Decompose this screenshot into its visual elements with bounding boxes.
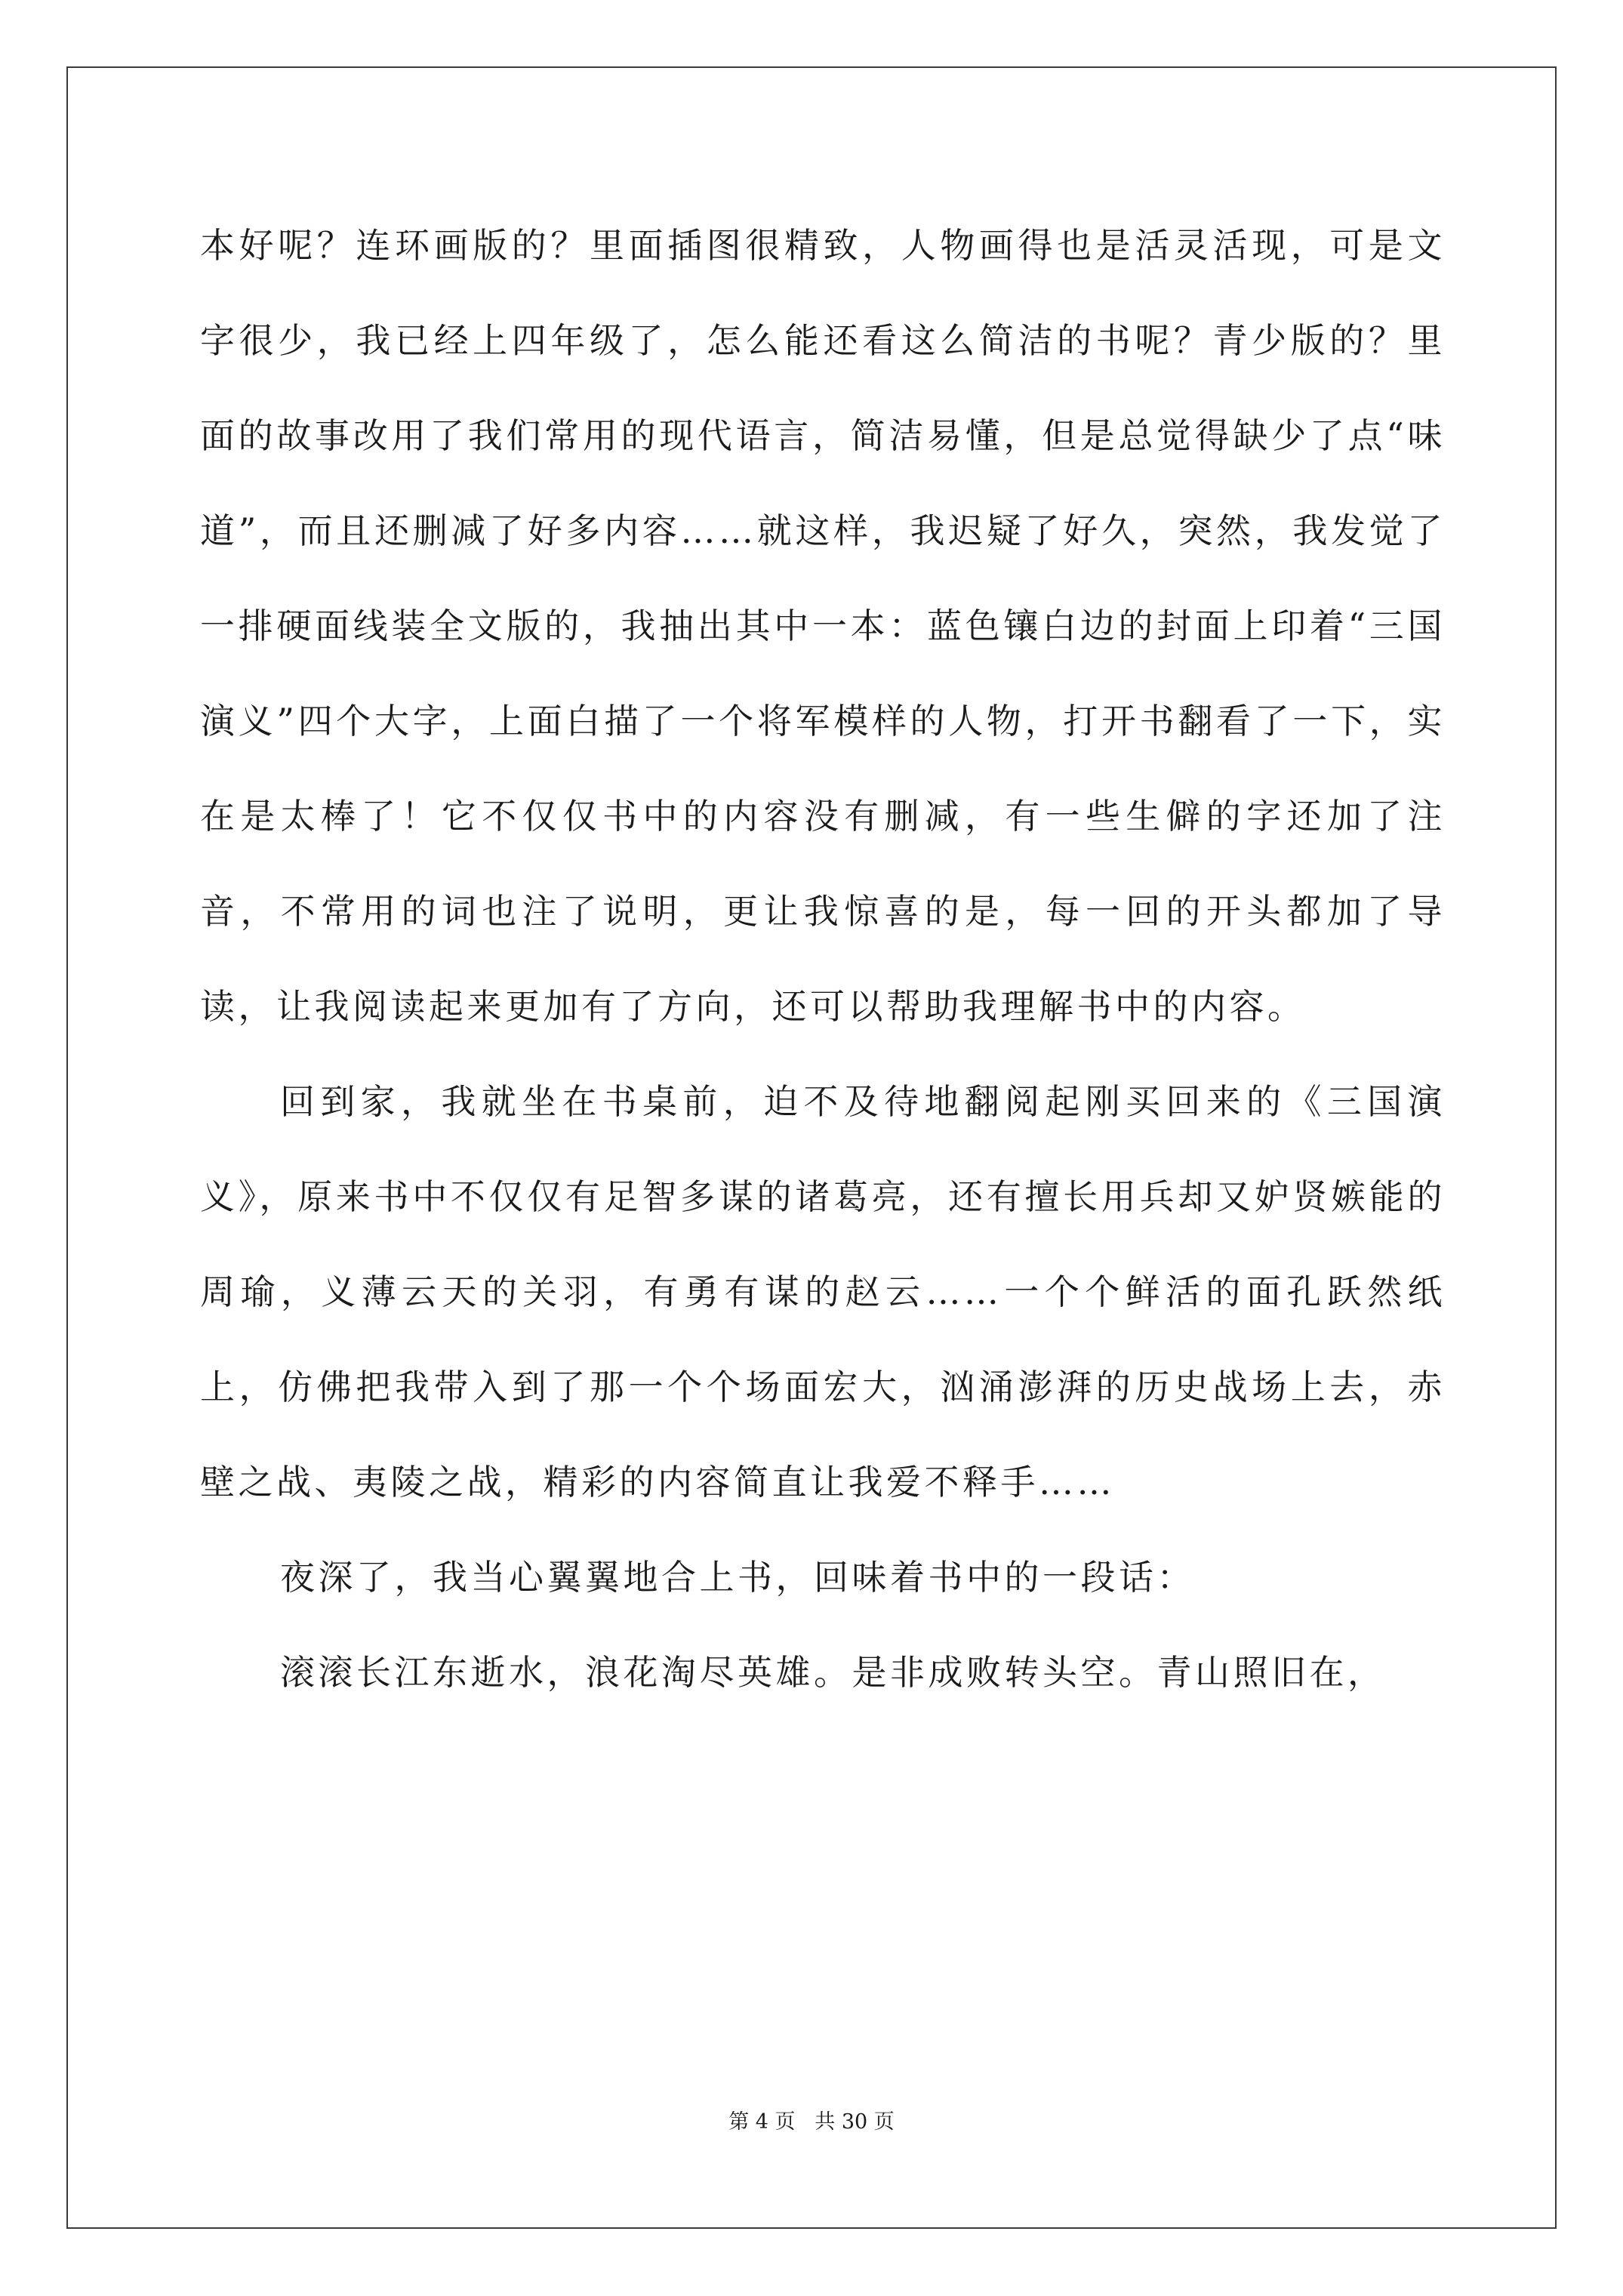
paragraph-3: 夜深了，我当心翼翼地合上书，回味着书中的一段话： [280,1557,1195,1598]
paragraph-4: 滚滚长江东逝水，浪花淘尽英雄。是非成败转头空。青山照旧在， [280,1652,1386,1693]
document-body [200,198,1446,1720]
paragraph-1: 本好呢？连环画版的？里面插图很精致，人物画得也是活灵活现，可是文字很少，我已经上四年级了，怎么能还看这么简洁的书呢？青少版的？里面的故事改用了我们常用的现代语言，简洁易懂，但是总觉得缺少了点“味道”，而且还删减了好多内容……就这样，我迟疑了好久，突然，我发觉了一排硬面线装全文版的，我抽出其中一本：蓝色镶白边的封面上印着“三国演义”四个大字，上面白描了一个将军模样的人物，打开书翻看了一下，实在是太棒了！它不仅仅书中的内容没有删减，有一些生僻的字还加了注音，不常用的词也注了说明，更让我惊喜的是，每一回的开头都加了导读，让我阅读起来更加有了方向，还可以帮助我理解书中的内容。 [200,225,1446,1027]
page-number-footer: 第 4 页 共 30 页 [728,2110,895,2134]
paragraph-2: 回到家，我就坐在书桌前，迫不及待地翻阅起刚买回来的《三国演义》，原来书中不仅仅有足智多谋的诸葛亮，还有擅长用兵却又妒贤嫉能的周瑜，义薄云天的关羽，有勇有谋的赵云……一个个鲜活的面孔跃然纸上，仿佛把我带入到了那一个个场面宏大，汹涌澎湃的历史战场上去，赤壁之战、夷陵之战，精彩的内容简直让我爱不释手…… [200,1081,1446,1502]
